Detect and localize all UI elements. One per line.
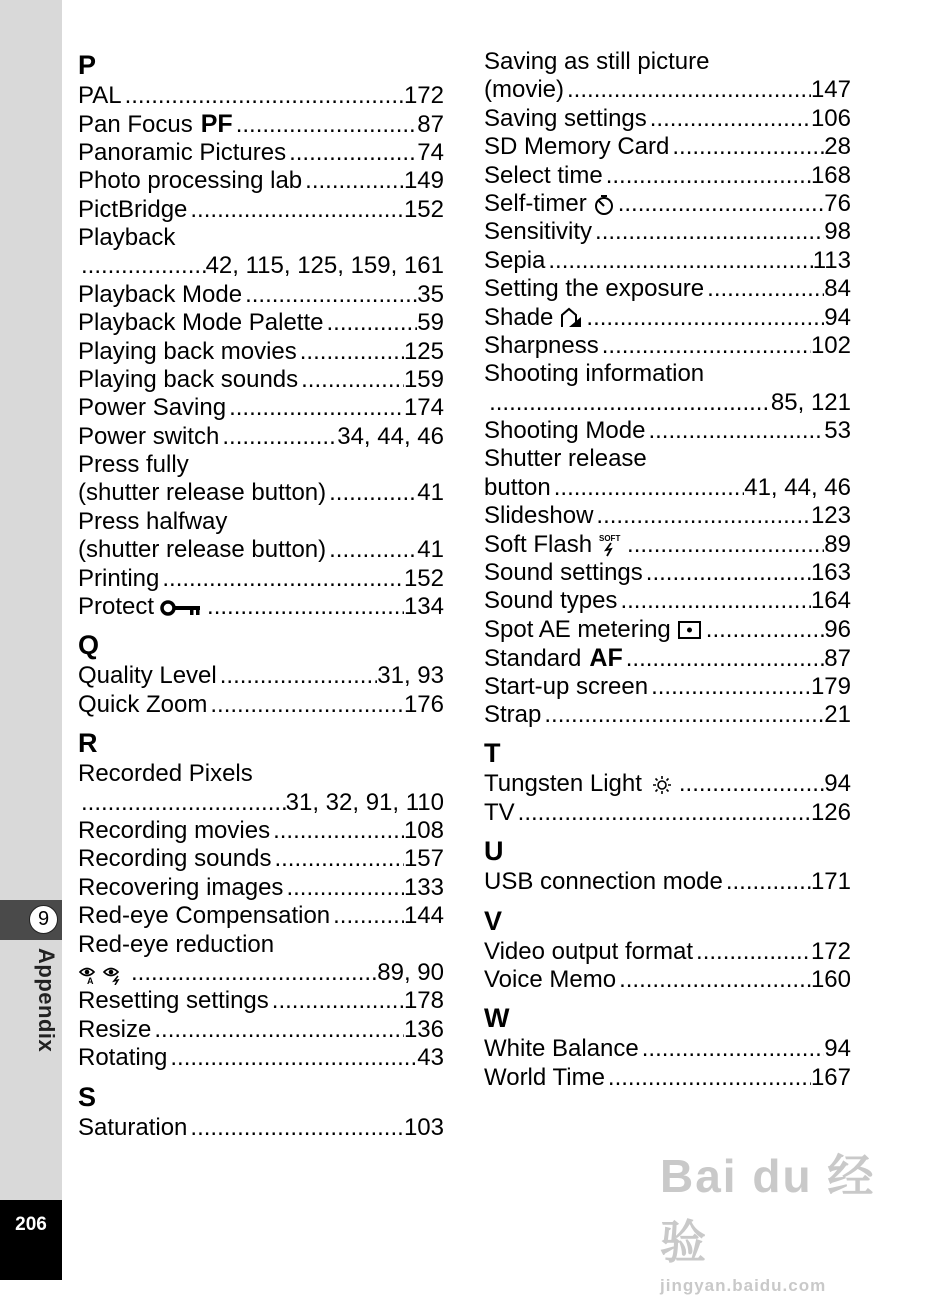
- index-entry: Photo processing lab ..... 149: [78, 167, 444, 195]
- index-entry: Soft Flash SOFT ..... 89: [484, 531, 851, 559]
- index-entry-heading: Recorded Pixels: [78, 760, 253, 788]
- index-entry: A ..... 89, 90: [78, 959, 444, 987]
- index-entry-heading: Press halfway: [78, 507, 228, 535]
- index-entry: Voice Memo ..... 160: [484, 966, 851, 994]
- index-entry: PictBridge ..... 152: [78, 196, 444, 224]
- soft-flash-icon: [598, 533, 624, 557]
- index-entry: Rotating ..... 43: [78, 1044, 444, 1072]
- index-entry: Pan Focus PF ..... 87: [78, 110, 444, 138]
- section-letter-u: U: [484, 836, 504, 867]
- index-entry: Recording movies ..... 108: [78, 817, 444, 845]
- index-entry: Saving settings ..... 106: [484, 105, 851, 133]
- red-eye-flash-icon: [78, 963, 128, 985]
- index-entry: Playback Mode Palette ..... 59: [78, 309, 444, 337]
- section-letter-v: V: [484, 905, 503, 936]
- section-letter-w: W: [484, 1003, 510, 1034]
- index-entry: PAL ..... 172: [78, 82, 444, 110]
- self-timer-icon: [593, 194, 615, 216]
- svg-text:A: A: [87, 975, 94, 985]
- index-column-left: [78, 48, 444, 1142]
- section-letter-p: P: [78, 50, 97, 80]
- watermark: [660, 1140, 890, 1295]
- page-number: 206: [0, 1200, 62, 1280]
- section-letter-t: T: [484, 738, 501, 769]
- index-entry-heading: Shutter release: [484, 445, 647, 473]
- index-entry: (shutter release button) ..... 41: [78, 536, 444, 564]
- index-entry: Protect ..... 134: [78, 593, 444, 621]
- index-entry-heading: Shooting information: [484, 360, 705, 388]
- index-entry: Resetting settings ..... 178: [78, 987, 444, 1015]
- index-entry-heading: Red-eye reduction: [78, 930, 275, 958]
- index-entry: Self-timer ..... 76: [484, 190, 851, 218]
- index-entry-continuation: ..... 31, 32, 91, 110: [78, 789, 444, 817]
- index-entry: Printing ..... 152: [78, 565, 444, 593]
- index-entry: Strap ..... 21: [484, 701, 851, 729]
- index-entry: White Balance ..... 94: [484, 1035, 851, 1063]
- index-entry: Playing back movies ..... 125: [78, 338, 444, 366]
- autofocus-badge: AF: [589, 644, 623, 673]
- index-entry: Red-eye Compensation ..... 144: [78, 902, 444, 930]
- index-entry: Sensitivity ..... 98: [484, 218, 851, 246]
- section-letter-q: Q: [78, 630, 100, 661]
- index-entry-continuation: ..... 85, 121: [484, 389, 851, 417]
- index-entry: Sepia ..... 113: [484, 247, 851, 275]
- index-entry-heading: Saving as still picture: [484, 48, 710, 75]
- index-entry: World Time ..... 167: [484, 1064, 851, 1092]
- shade-icon: [559, 307, 583, 329]
- chapter-number: 9: [29, 905, 58, 934]
- index-column-right: [484, 48, 851, 1092]
- index-entry: Shooting Mode ..... 53: [484, 417, 851, 445]
- index-entry: (movie) ..... 147: [484, 76, 851, 104]
- index-entry-heading: Press fully: [78, 451, 189, 479]
- index-entry: TV ..... 126: [484, 799, 851, 827]
- index-entry: button ..... 41, 44, 46: [484, 474, 851, 502]
- index-entry: Quality Level ..... 31, 93: [78, 662, 444, 690]
- index-entry: Recovering images ..... 133: [78, 874, 444, 902]
- index-entry: Power switch ..... 34, 44, 46: [78, 423, 444, 451]
- index-entry: Shade ..... 94: [484, 304, 851, 332]
- index-entry: Panoramic Pictures ..... 74: [78, 139, 444, 167]
- section-letter-s: S: [78, 1081, 97, 1112]
- index-entry: (shutter release button) ..... 41: [78, 479, 444, 507]
- index-entry: Start-up screen ..... 179: [484, 673, 851, 701]
- index-entry: SD Memory Card ..... 28: [484, 133, 851, 161]
- index-entry: Playback Mode ..... 35: [78, 281, 444, 309]
- index-entry: Sound types ..... 164: [484, 587, 851, 615]
- index-entry: Slideshow ..... 123: [484, 502, 851, 530]
- tungsten-light-icon: [648, 775, 676, 795]
- chapter-label: Appendix: [34, 948, 59, 1053]
- index-entry: Standard AF ..... 87: [484, 644, 851, 672]
- index-entry: Setting the exposure ..... 84: [484, 275, 851, 303]
- watermark-logo-text: Bai du 经验: [660, 1150, 876, 1268]
- index-entry: Select time ..... 168: [484, 162, 851, 190]
- sidebar: [0, 0, 62, 1280]
- index-entry: Spot AE metering ..... 96: [484, 616, 851, 644]
- index-entry-continuation: ..... 42, 115, 125, 159, 161: [78, 252, 444, 280]
- index-entry: Playing back sounds ..... 159: [78, 366, 444, 394]
- index-entry: Sound settings ..... 163: [484, 559, 851, 587]
- index-entry: USB connection mode ..... 171: [484, 868, 851, 896]
- section-letter-r: R: [78, 728, 98, 759]
- pan-focus-badge: PF: [200, 110, 233, 139]
- index-entry: Saturation ..... 103: [78, 1114, 444, 1142]
- index-entry: Power Saving ..... 174: [78, 394, 444, 422]
- index-entry: Sharpness ..... 102: [484, 332, 851, 360]
- index-entry: Video output format ..... 172: [484, 938, 851, 966]
- index-entry-heading: Playback: [78, 223, 176, 251]
- index-entry: Resize ..... 136: [78, 1016, 444, 1044]
- index-entry: Quick Zoom ..... 176: [78, 691, 444, 719]
- index-entry: Tungsten Light ..... 94: [484, 770, 851, 798]
- key-icon: [160, 599, 204, 617]
- spot-metering-icon: [677, 620, 703, 640]
- svg-text:SOFT: SOFT: [599, 534, 621, 544]
- watermark-url: jingyan.baidu.com: [660, 1276, 827, 1295]
- index-entry: Recording sounds ..... 157: [78, 845, 444, 873]
